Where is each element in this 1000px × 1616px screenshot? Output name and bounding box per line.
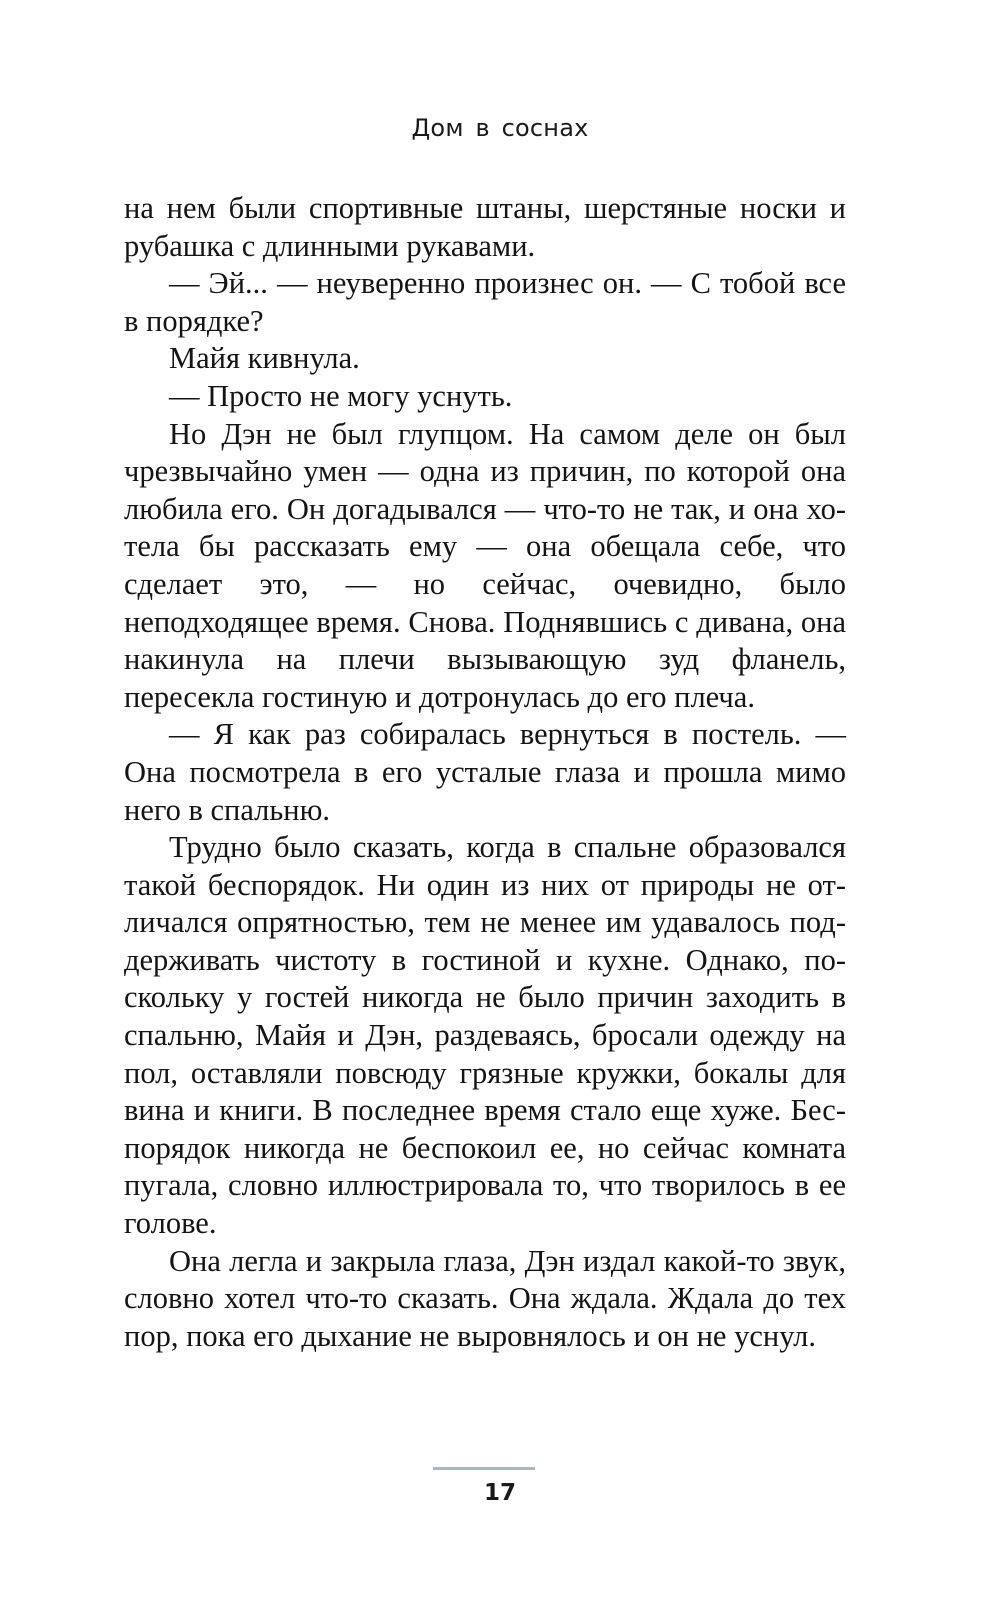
paragraph: Но Дэн не был глупцом. На самом деле он был чрезвычайно умен — одна из причин, по которой она любила его. Он догадывался — что-то не так, и она хотела бы рассказать ему — она обещала себе, что сделает это, — но сейчас, очевидно, было неподходящее время. Снова. Поднявшись с дивана, она накинула на плечи вызывающую зуд фланель, пересекла гостиную и дотронулась до его плеча. [124, 416, 846, 714]
paragraph-dialogue: — Просто не могу уснуть. [169, 378, 513, 413]
paragraph: Трудно было сказать, когда в спальне образовался такой беспорядок. Ни один из них от природы не отличался опрятностью, тем не менее им удавалось поддерживать чистоту в гостиной и кухне. Однако, поскольку у гостей никогда не было причин заходить в спальню, Майя и Дэн, раздеваясь, бросали одежду на пол, оставляли повсюду грязные кружки, бокалы для вина и книги. В последнее время стало еще хуже. Беспорядок никогда не беспокоил ее, но сейчас комната пугала, словно иллюстрировала то, что творилось в ее голове. [124, 830, 846, 1241]
paragraph-dialogue: — Эй... — неуверенно произнес он. — С тобой все в порядке? [124, 266, 846, 338]
paragraph: Майя кивнула. [169, 341, 360, 376]
paragraph-continued: на нем были спортивные штаны, шерстяные носки и рубашка с длинными рукавами. [124, 191, 846, 263]
page-number-rule [433, 1467, 535, 1470]
paragraph-dialogue: — Я как раз собиралась вернуться в постель. — Она посмотрела в его усталые глаза и прошла мимо него в спальню. [124, 717, 846, 827]
page-number: 17 [483, 1480, 516, 1506]
paragraph: Она легла и закрыла глаза, Дэн издал какой-то звук, словно хотел что-то сказать. Она ждала. Ждала до тех пор, пока его дыхание не выровнялось и он не уснул. [124, 1243, 846, 1353]
running-head-title: Дом в соснах [411, 114, 589, 142]
body-text [124, 190, 846, 1355]
